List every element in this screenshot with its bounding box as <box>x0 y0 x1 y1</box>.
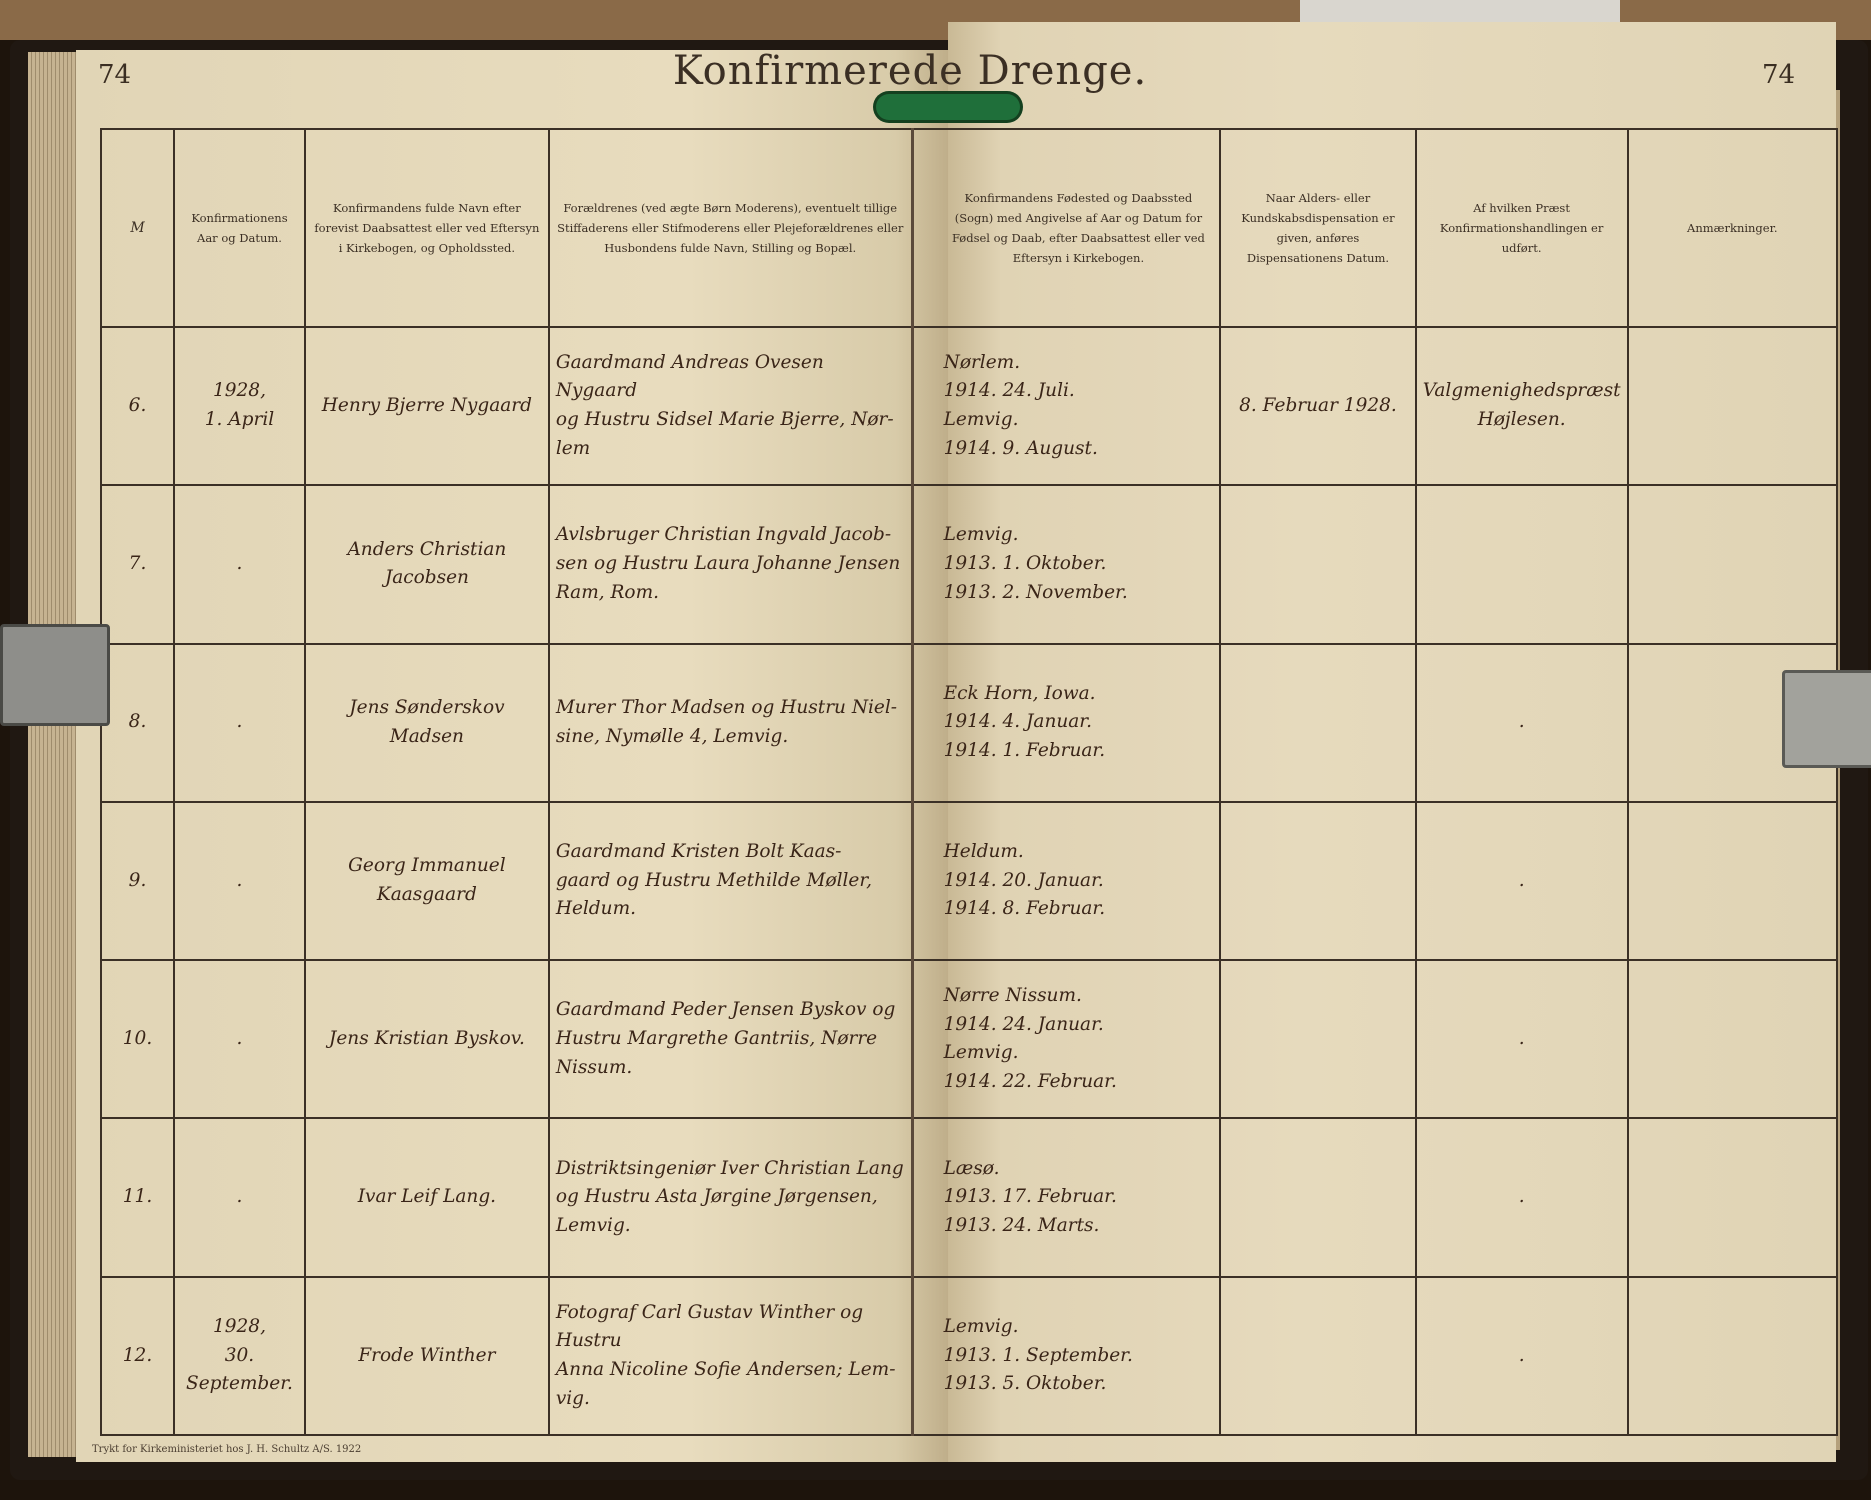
confirmation-day: . <box>236 869 243 891</box>
officiating-priest <box>1416 802 1628 960</box>
remarks <box>1628 485 1837 643</box>
register-entries <box>101 327 1837 1435</box>
priest-line: . <box>1518 1027 1525 1049</box>
birth-line: Lemvig. <box>943 524 1019 546</box>
officiating-priest <box>1416 327 1628 485</box>
dispensation-date <box>1220 802 1416 960</box>
birth-baptism <box>912 327 1220 485</box>
confirmation-register <box>100 128 1838 1436</box>
confirmation-day: 1. April <box>204 409 275 431</box>
parents-info <box>549 960 912 1118</box>
parents-line: vig. <box>555 1387 590 1409</box>
confirmation-year: 1928, <box>213 1315 266 1337</box>
parents-line: gaard og Hustru Methilde Møller, <box>555 869 873 891</box>
remarks <box>1628 1118 1837 1276</box>
birth-line: Eck Horn, Iowa. <box>943 682 1096 704</box>
dispensation-date <box>1220 1277 1416 1435</box>
bookmark-ribbon <box>876 94 1020 120</box>
metal-clasp-right <box>1782 670 1871 768</box>
parents-line: Anna Nicoline Sofie Andersen; Lem- <box>555 1358 896 1380</box>
confirmand-name: Ivar Leif Lang. <box>305 1118 549 1276</box>
dispensation-date <box>1220 1118 1416 1276</box>
confirmation-date <box>174 485 305 643</box>
birth-line: 1913. 2. November. <box>943 581 1128 603</box>
confirmation-day: 30. September. <box>186 1344 293 1395</box>
confirmation-date <box>174 1277 305 1435</box>
confirmation-date <box>174 960 305 1118</box>
entry-number: 8. <box>101 644 174 802</box>
parents-line: og Hustru Sidsel Marie Bjerre, Nør- <box>555 409 894 431</box>
priest-line: . <box>1518 1344 1525 1366</box>
priest-line: Valgmenighedspræst <box>1422 380 1621 402</box>
col-header-remarks: Anmærkninger. <box>1628 129 1837 327</box>
birth-baptism <box>912 1277 1220 1435</box>
parents-line: Gaardmand Peder Jensen Byskov og <box>555 999 896 1021</box>
parents-line: Avlsbruger Christian Ingvald Jacob- <box>555 524 892 546</box>
parents-line: lem <box>555 437 591 459</box>
parents-line: og Hustru Asta Jørgine Jørgensen, Lemvig. <box>555 1186 878 1236</box>
priest-line: . <box>1518 711 1525 733</box>
birth-line: 1914. 24. Juli. <box>943 380 1075 402</box>
remarks <box>1628 802 1837 960</box>
entry-number: 11. <box>101 1118 174 1276</box>
confirmation-year: 1928, <box>213 380 266 402</box>
birth-line: Heldum. <box>943 840 1024 862</box>
col-header-priest: Af hvilken Præst Konfirmationshandlingen er udført. <box>1416 129 1628 327</box>
table-row <box>101 485 1837 643</box>
parents-info <box>549 1277 912 1435</box>
birth-line: 1914. 20. Januar. <box>943 869 1104 891</box>
birth-line: 1913. 5. Oktober. <box>943 1373 1107 1395</box>
birth-line: Nørlem. <box>943 351 1021 373</box>
birth-line: 1913. 24. Marts. <box>943 1214 1100 1236</box>
parents-info <box>549 1118 912 1276</box>
col-header-name: Konfirmandens fulde Navn efter forevist Daabsattest eller ved Eftersyn i Kirkebogen, og Opholdssted. <box>305 129 549 327</box>
confirmand-name: Jens Kristian Byskov. <box>305 960 549 1118</box>
parents-line: Hustru Margrethe Gantriis, Nørre <box>555 1027 878 1049</box>
priest-line: . <box>1518 1186 1525 1208</box>
entry-number: 6. <box>101 327 174 485</box>
birth-line: 1914. 1. Februar. <box>943 740 1106 762</box>
parents-line: sen og Hustru Laura Johanne Jensen <box>555 553 901 575</box>
col-header-birth: Konfirmandens Fødested og Daabssted (Sogn) med Angivelse af Aar og Datum for Fødsel og Daab, efter Daabsattest eller ved Eftersyn i Kirkebogen. <box>912 129 1220 327</box>
birth-line: Læsø. <box>943 1157 1000 1179</box>
birth-line: Nørre Nissum. <box>943 984 1082 1006</box>
table-row <box>101 1118 1837 1276</box>
priest-line: Højlesen. <box>1477 409 1566 431</box>
parents-line: Ram, Rom. <box>555 581 659 603</box>
remarks <box>1628 1277 1837 1435</box>
col-header-date: Konfirmationens Aar og Datum. <box>174 129 305 327</box>
col-header-number: M <box>101 129 174 327</box>
birth-line: 1913. 1. September. <box>943 1344 1133 1366</box>
confirmand-name: Georg Immanuel Kaasgaard <box>305 802 549 960</box>
page-number-right: 74 <box>1762 60 1796 90</box>
table-row <box>101 644 1837 802</box>
parents-line: sine, Nymølle 4, Lemvig. <box>555 725 789 747</box>
parents-info <box>549 327 912 485</box>
officiating-priest <box>1416 485 1628 643</box>
birth-baptism <box>912 802 1220 960</box>
birth-line: 1913. 17. Februar. <box>943 1186 1117 1208</box>
entry-number: 12. <box>101 1277 174 1435</box>
birth-baptism <box>912 485 1220 643</box>
confirmand-name: Jens Sønderskov Madsen <box>305 644 549 802</box>
table-row <box>101 1277 1837 1435</box>
birth-line: Lemvig. <box>943 1315 1019 1337</box>
confirmation-date <box>174 644 305 802</box>
table-row <box>101 327 1837 485</box>
parents-line: Murer Thor Madsen og Hustru Niel- <box>555 697 898 719</box>
birth-line: 1914. 24. Januar. <box>943 1013 1104 1035</box>
printer-imprint: Trykt for Kirkeministeriet hos J. H. Schultz A/S. 1922 <box>92 1444 362 1455</box>
dispensation-date: 8. Februar 1928. <box>1220 327 1416 485</box>
birth-line: 1914. 22. Februar. <box>943 1070 1117 1092</box>
dispensation-date <box>1220 960 1416 1118</box>
confirmation-date <box>174 1118 305 1276</box>
birth-line: Lemvig. <box>943 1042 1019 1064</box>
confirmation-day: . <box>236 1027 243 1049</box>
entry-number: 10. <box>101 960 174 1118</box>
parents-line: Gaardmand Kristen Bolt Kaas- <box>555 840 842 862</box>
parents-info <box>549 644 912 802</box>
confirmation-day: . <box>236 553 243 575</box>
dispensation-date <box>1220 644 1416 802</box>
parents-line: Fotograf Carl Gustav Winther og Hustru <box>555 1301 864 1352</box>
birth-line: 1913. 1. Oktober. <box>943 553 1107 575</box>
birth-baptism <box>912 960 1220 1118</box>
confirmand-name: Henry Bjerre Nygaard <box>305 327 549 485</box>
col-header-parents: Forældrenes (ved ægte Børn Moderens), eventuelt tillige Stiffaderens eller Stifmoderens eller Plejeforældrenes eller Husbondens fulde Navn, Stilling og Bopæl. <box>549 129 912 327</box>
officiating-priest <box>1416 960 1628 1118</box>
birth-line: 1914. 4. Januar. <box>943 711 1092 733</box>
confirmand-name: Anders Christian Jacobsen <box>305 485 549 643</box>
birth-line: Lemvig. <box>943 409 1019 431</box>
priest-line: . <box>1518 869 1525 891</box>
metal-clasp-left <box>0 624 110 726</box>
page-number-left: 74 <box>98 60 132 90</box>
dispensation-date <box>1220 485 1416 643</box>
confirmation-day: . <box>236 1186 243 1208</box>
page-title: Konfirmerede Drenge. <box>672 48 1148 94</box>
confirmand-name: Frode Winther <box>305 1277 549 1435</box>
confirmation-date <box>174 802 305 960</box>
birth-line: 1914. 9. August. <box>943 437 1098 459</box>
officiating-priest <box>1416 1118 1628 1276</box>
parents-line: Heldum. <box>555 898 636 920</box>
confirmation-day: . <box>236 711 243 733</box>
remarks <box>1628 327 1837 485</box>
confirmation-date <box>174 327 305 485</box>
parents-info <box>549 485 912 643</box>
entry-number: 9. <box>101 802 174 960</box>
parents-line: Gaardmand Andreas Ovesen Nygaard <box>555 351 824 402</box>
birth-baptism <box>912 644 1220 802</box>
header-row <box>101 129 1837 327</box>
birth-line: 1914. 8. Februar. <box>943 898 1106 920</box>
table-row <box>101 960 1837 1118</box>
parents-line: Nissum. <box>555 1056 633 1078</box>
parents-info <box>549 802 912 960</box>
officiating-priest <box>1416 1277 1628 1435</box>
table-row <box>101 802 1837 960</box>
entry-number: 7. <box>101 485 174 643</box>
col-header-dispensation: Naar Alders- eller Kundskabsdispensation er given, anføres Dispensationens Datum. <box>1220 129 1416 327</box>
remarks <box>1628 960 1837 1118</box>
parents-line: Distriktsingeniør Iver Christian Lang <box>555 1157 904 1179</box>
officiating-priest <box>1416 644 1628 802</box>
birth-baptism <box>912 1118 1220 1276</box>
